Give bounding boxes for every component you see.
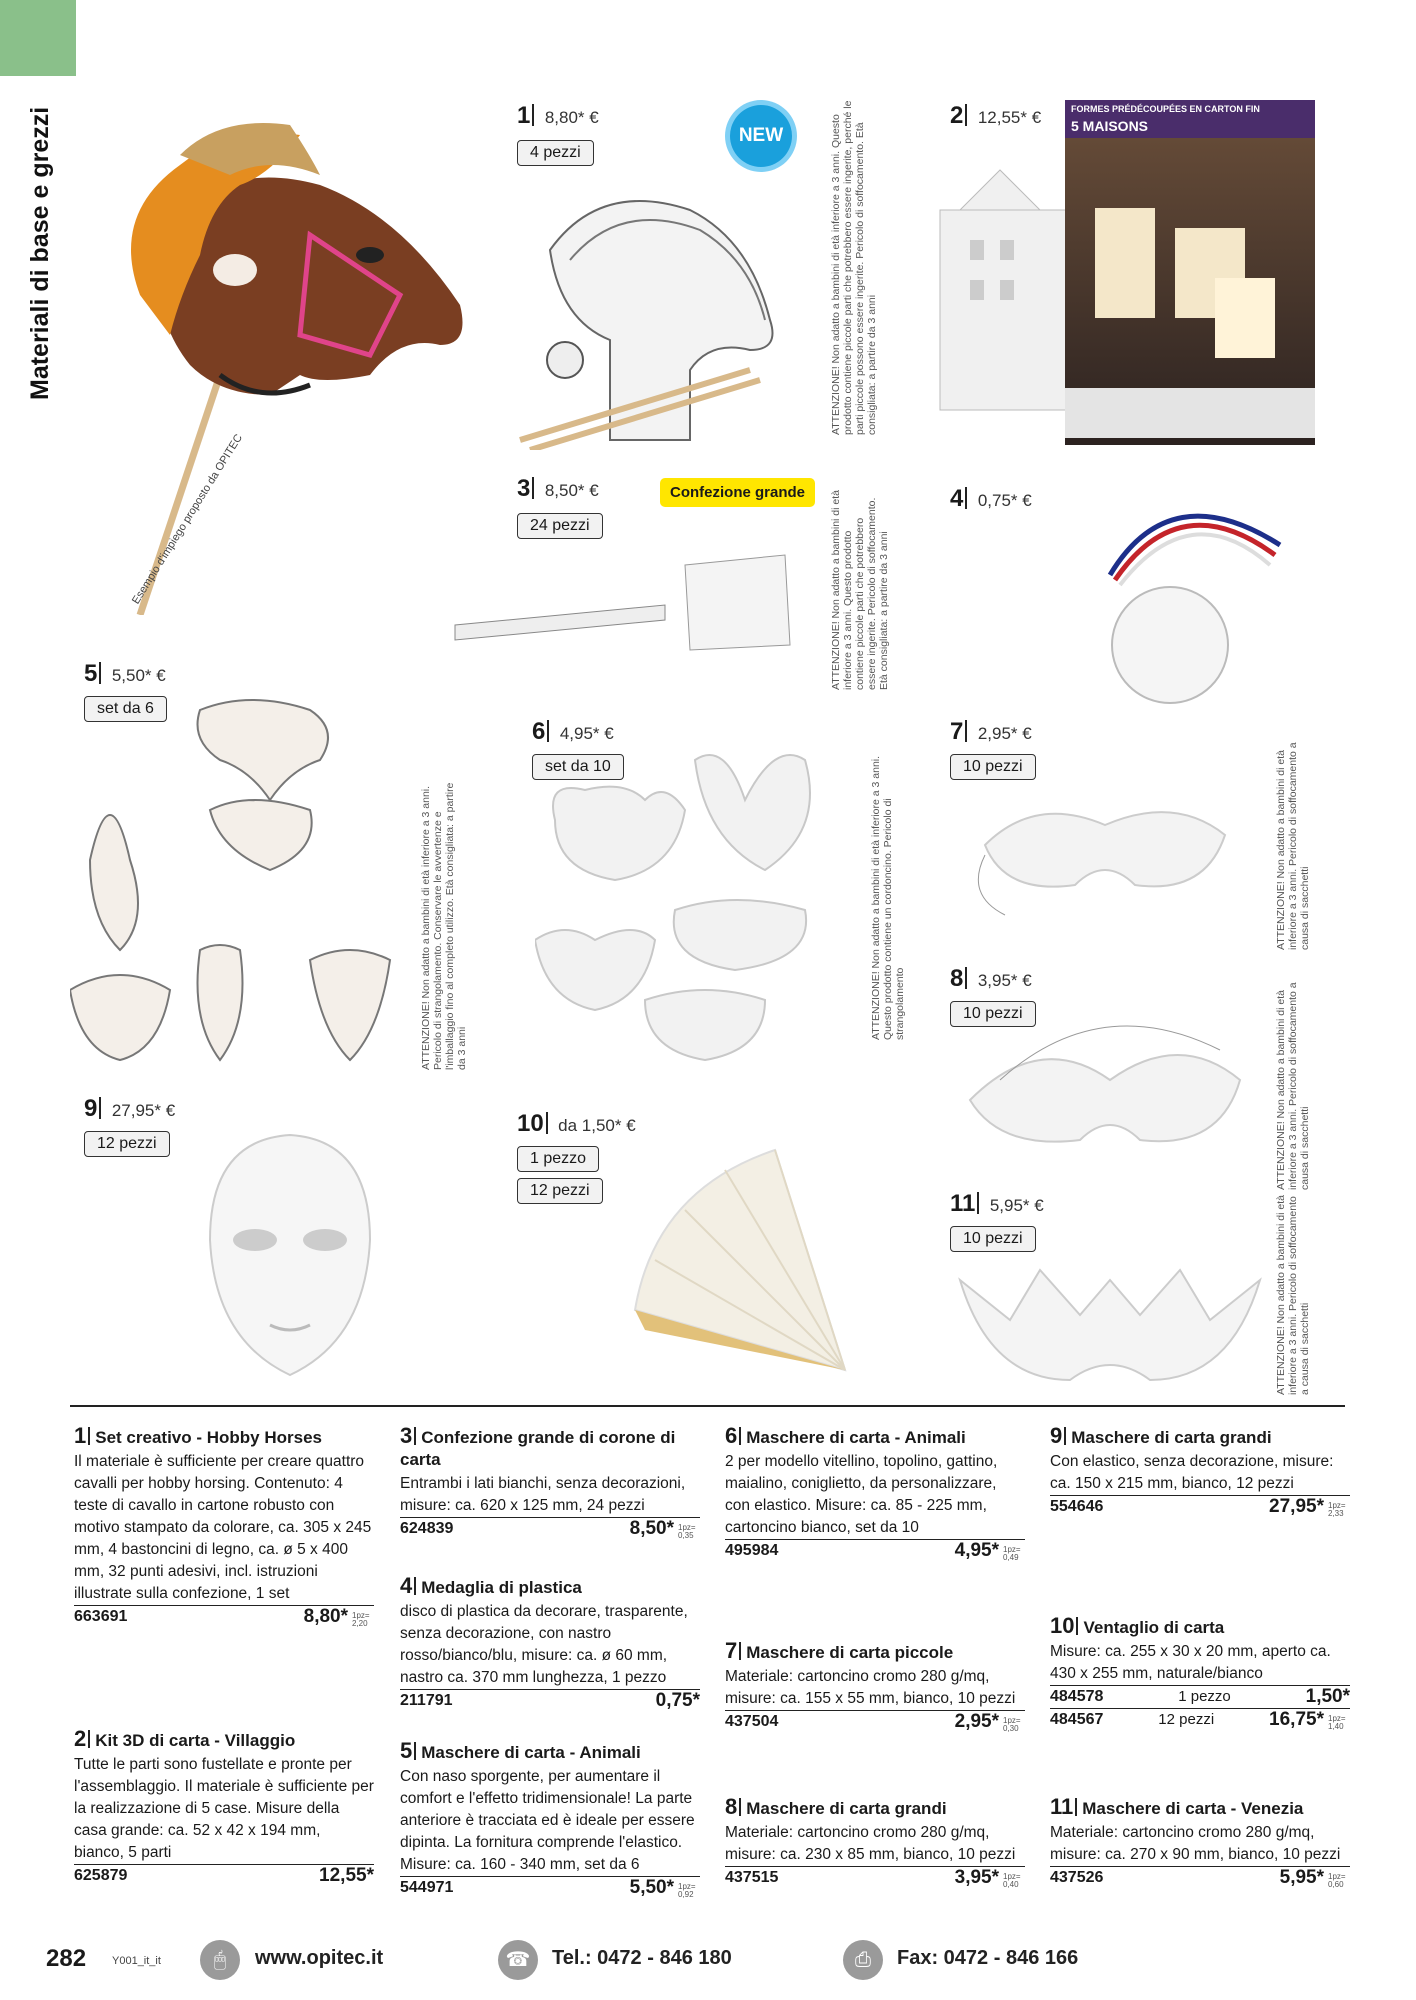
quantity-badge: 10 pezzi <box>950 754 1036 780</box>
section-divider <box>70 1405 1345 1407</box>
item-11-description <box>1050 1796 1350 1889</box>
item-text: Tutte le parti sono fustellate e pronte per l'assemblaggio. Il materiale è sufficiente per la realizzazione di 5 case. Misure della casa grande: ca. 52 x 42 x 194 mm, bianco, 5 parti <box>74 1756 374 1861</box>
item-number: 9 <box>1050 1423 1063 1448</box>
item-number: 2 <box>74 1726 87 1751</box>
item-price: 8,50* <box>629 1518 674 1539</box>
product-number: 6 <box>532 718 546 745</box>
item-6-description <box>725 1425 1025 1562</box>
product-price: 12,55* € <box>977 108 1042 127</box>
product-number: 7 <box>950 718 964 745</box>
item-title: Set creativo - Hobby Horses <box>95 1428 322 1447</box>
product-number: 9 <box>84 1095 98 1122</box>
unit-price: 1pz= 0,49 <box>1003 1545 1021 1562</box>
item-price: 5,50* <box>629 1877 674 1898</box>
big-pack-badge: Confezione grande <box>660 478 815 507</box>
unit-price: 1pz= 2,20 <box>352 1611 370 1628</box>
warning-text-11: ATTENZIONE! Non adatto a bambini di età inferiore a 3 anni. Pericolo di soffocamento a causa di sacchetti <box>1275 1195 1311 1395</box>
phone-number[interactable]: Tel.: 0472 - 846 180 <box>552 1947 732 1969</box>
item-5-description <box>400 1740 700 1899</box>
product-4-label <box>950 485 1032 513</box>
item-price: 2,95* <box>954 1711 999 1732</box>
warning-text-1: ATTENZIONE! Non adatto a bambini di età inferiore a 3 anni. Questo prodotto contiene piccole parti che potrebbero essere ingerite, perché le parti piccole possono essere ingerite. Pericolo di soffocamento. Età consigliata: a partire da 3 anni <box>830 100 878 435</box>
item-code: 211791 <box>400 1692 453 1709</box>
warning-text-7: ATTENZIONE! Non adatto a bambini di età inferiore a 3 anni. Pericolo di soffocamento a causa di sacchetti <box>1275 742 1311 950</box>
item-2-description <box>74 1728 374 1887</box>
item-number: 10 <box>1050 1613 1075 1638</box>
product-2-label <box>950 102 1041 130</box>
item-number: 3 <box>400 1423 413 1448</box>
item-price-2: 16,75* <box>1269 1709 1324 1730</box>
fax-icon: ⎙ <box>843 1940 883 1980</box>
item-code: 544971 <box>400 1879 454 1896</box>
item-number: 7 <box>725 1638 738 1663</box>
product-price: 2,95* € <box>977 724 1032 743</box>
product-number: 10 <box>517 1110 544 1137</box>
quantity-badge-2: 12 pezzi <box>517 1178 603 1204</box>
product-number: 8 <box>950 965 964 992</box>
large-paper-mask-image <box>960 1010 1250 1180</box>
item-text: Con elastico, senza decorazione, misure: ca. 150 x 215 mm, bianco, 12 pezzi <box>1050 1453 1334 1492</box>
product-number: 2 <box>950 102 964 129</box>
quantity-badge: 4 pezzi <box>517 140 594 166</box>
item-price: 5,95* <box>1279 1867 1324 1888</box>
item-variant-2: 12 pezzi <box>1158 1711 1215 1728</box>
item-text: disco di plastica da decorare, trasparente, senza decorazione, con nastro rosso/bianco/blu, misure: ca. ø 60 mm, nastro ca. 370 mm lunghezza, 1 pezzo <box>400 1603 688 1686</box>
catalog-code: Y001_it_it <box>112 1955 161 1967</box>
unit-price: 1pz= 0,40 <box>1003 1872 1021 1889</box>
item-3-description <box>400 1425 700 1540</box>
village-kit-box-image <box>1065 100 1315 445</box>
item-price: 27,95* <box>1269 1496 1324 1517</box>
product-price: 4,95* € <box>559 724 614 743</box>
item-title: Confezione grande di corone di carta <box>400 1428 676 1469</box>
item-code: 625879 <box>74 1867 128 1884</box>
animal-masks-image <box>70 690 420 1090</box>
item-title: Maschere di carta piccole <box>746 1643 954 1662</box>
item-title: Maschere di carta - Venezia <box>1082 1799 1304 1818</box>
item-code: 495984 <box>725 1542 779 1559</box>
item-title: Maschere di carta - Animali <box>746 1428 966 1447</box>
item-8-description <box>725 1796 1025 1889</box>
item-text: 2 per modello vitellino, topolino, gattino, maialino, coniglietto, da personalizzare, con elastico. Misure: ca. 85 - 225 mm, cartoncino bianco, set da 10 <box>725 1453 998 1536</box>
phone-icon: ☎ <box>498 1940 538 1980</box>
item-code-2: 484567 <box>1050 1711 1104 1728</box>
small-paper-mask-image <box>975 785 1235 925</box>
item-text: Misure: ca. 255 x 30 x 20 mm, aperto ca. 430 x 255 mm, naturale/bianco <box>1050 1643 1331 1682</box>
item-7-description <box>725 1640 1025 1733</box>
item-1-description <box>74 1425 374 1628</box>
plastic-medal-image <box>1090 485 1290 705</box>
product-number: 5 <box>84 660 98 687</box>
quantity-badge: 10 pezzi <box>950 1001 1036 1027</box>
quantity-badge: 12 pezzi <box>84 1131 170 1157</box>
item-text: Materiale: cartoncino cromo 280 g/mq, misure: ca. 270 x 90 mm, bianco, 10 pezzi <box>1050 1824 1341 1863</box>
box-header-line1: FORMES PRÉDÉCOUPÉES EN CARTON FIN <box>1065 100 1315 118</box>
warning-text-8: ATTENZIONE! Non adatto a bambini di età inferiore a 3 anni. Pericolo di soffocamento a causa di sacchetti <box>1275 982 1311 1190</box>
quantity-badge: set da 6 <box>84 696 167 722</box>
unit-price: 1pz= 0,60 <box>1328 1872 1346 1889</box>
item-number: 11 <box>1050 1794 1074 1819</box>
venice-mask-image <box>950 1260 1270 1400</box>
item-text: Entrambi i lati bianchi, senza decorazioni, misure: ca. 620 x 125 mm, 24 pezzi <box>400 1475 686 1514</box>
item-price: 3,95* <box>954 1867 999 1888</box>
paper-fan-image <box>615 1140 865 1390</box>
item-price: 4,95* <box>954 1540 999 1561</box>
item-price: 1,50* <box>1305 1686 1350 1707</box>
item-number: 4 <box>400 1573 413 1598</box>
item-price: 0,75* <box>655 1690 700 1711</box>
item-number: 1 <box>74 1423 87 1448</box>
item-text: Materiale: cartoncino cromo 280 g/mq, misure: ca. 230 x 85 mm, bianco, 10 pezzi <box>725 1824 1016 1863</box>
item-number: 5 <box>400 1738 413 1763</box>
unit-price: 1pz= 2,33 <box>1328 1501 1346 1518</box>
paper-crown-image <box>445 525 805 665</box>
quantity-badge: 1 pezzo <box>517 1146 599 1172</box>
item-price: 12,55* <box>319 1865 374 1886</box>
quantity-badge: set da 10 <box>532 754 624 780</box>
website-link[interactable]: www.opitec.it <box>255 1947 384 1969</box>
product-number: 1 <box>517 102 531 129</box>
item-code: 437504 <box>725 1713 779 1730</box>
new-badge: NEW <box>730 105 792 167</box>
item-text: Materiale: cartoncino cromo 280 g/mq, misure: ca. 155 x 55 mm, bianco, 10 pezzi <box>725 1668 1016 1707</box>
product-price: 5,50* € <box>111 666 166 685</box>
mouse-icon: 🖱 <box>200 1940 240 1980</box>
product-price: 3,95* € <box>977 971 1032 990</box>
section-title: Materiali di base e grezzi <box>26 106 54 400</box>
item-code: 437526 <box>1050 1869 1104 1886</box>
item-title: Maschere di carta grandi <box>746 1799 947 1818</box>
unit-price: 1pz= 0,35 <box>678 1523 696 1540</box>
item-title: Ventaglio di carta <box>1083 1618 1225 1637</box>
box-header-line2: 5 MAISONS <box>1065 118 1315 138</box>
item-title: Maschere di carta - Animali <box>421 1743 641 1762</box>
item-4-description <box>400 1575 700 1712</box>
item-title: Kit 3D di carta - Villaggio <box>95 1731 296 1750</box>
item-10-description <box>1050 1615 1350 1731</box>
item-code: 437515 <box>725 1869 779 1886</box>
item-code: 554646 <box>1050 1498 1104 1515</box>
item-price: 8,80* <box>303 1606 348 1627</box>
product-price: 27,95* € <box>111 1101 176 1120</box>
page-number: 282 <box>46 1945 87 1972</box>
product-price: 5,95* € <box>989 1196 1044 1215</box>
item-number: 6 <box>725 1423 738 1448</box>
paper-animal-masks-image <box>535 740 855 1080</box>
item-9-description <box>1050 1425 1350 1518</box>
product-number: 3 <box>517 475 531 502</box>
item-code: 663691 <box>74 1608 128 1625</box>
item-title: Maschere di carta grandi <box>1071 1428 1272 1447</box>
quantity-badge: 24 pezzi <box>517 513 603 539</box>
product-number: 11 <box>950 1190 976 1217</box>
product-price: 8,80* € <box>544 108 599 127</box>
item-code: 624839 <box>400 1520 454 1537</box>
item-title: Medaglia di plastica <box>421 1578 582 1597</box>
product-9-label <box>84 1095 175 1157</box>
horse-cutout-image <box>490 170 800 450</box>
full-face-mask-image <box>200 1130 380 1380</box>
fax-number: Fax: 0472 - 846 166 <box>897 1947 1079 1969</box>
product-number: 4 <box>950 485 964 512</box>
warning-text-5: ATTENZIONE! Non adatto a bambini di età inferiore a 3 anni. Pericolo di strangolamento. Conservare le avvertenze e l'imballaggio fino al completo utilizzo. Età consigliata: a partire da 3 anni <box>420 782 468 1070</box>
warning-text-6: ATTENZIONE! Non adatto a bambini di età inferiore a 3 anni. Questo prodotto contiene un cordoncino. Pericolo di strangolamento <box>870 755 906 1040</box>
example-caption: Esempio d'impiego proposto da OPITEC <box>130 432 245 607</box>
product-7-label <box>950 718 1036 780</box>
unit-price: 1pz= 0,92 <box>678 1882 696 1899</box>
item-text: Con naso sporgente, per aumentare il comfort e l'effetto tridimensionale! La parte anteriore è tracciata ed è ideale per essere dipinta. La fornitura comprende l'elastico. Misure: ca. 160 - 340 mm, set da 6 <box>400 1768 695 1873</box>
item-number: 8 <box>725 1794 738 1819</box>
item-code: 484578 <box>1050 1688 1104 1705</box>
warning-text-3: ATTENZIONE! Non adatto a bambini di età inferiore a 3 anni. Questo prodotto contiene piccole parti che potrebbero essere ingerite. Pericolo di soffocamento. Età consigliata: a partire da 3 anni <box>830 490 890 690</box>
quantity-badge: 10 pezzi <box>950 1226 1036 1252</box>
item-text: Il materiale è sufficiente per creare quattro cavalli per hobby horsing. Contenuto: 4 teste di cavallo in cartone robusto con motivo stampato da colorare, ca. 305 x 245 mm, 4 bastoncini di legno, ca. ø 5 x 400 mm, 32 punti adesivi, incl. istruzioni illustrate sulla confezione, 1 set <box>74 1453 372 1602</box>
unit-price: 1pz= 0,30 <box>1003 1716 1021 1733</box>
product-1-label <box>517 102 599 166</box>
product-price: 8,50* € <box>544 481 599 500</box>
product-price: da 1,50* € <box>558 1116 636 1135</box>
product-price: 0,75* € <box>977 491 1032 510</box>
product-11-label <box>950 1190 1044 1252</box>
item-variant: 1 pezzo <box>1178 1688 1231 1705</box>
unit-price: 1pz= 1,40 <box>1328 1714 1346 1731</box>
hobby-horse-example-image <box>70 95 490 615</box>
